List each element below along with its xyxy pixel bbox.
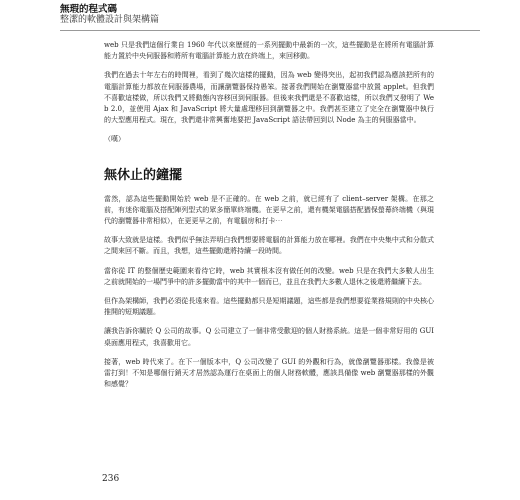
body-paragraph: 當然，認為這些擺動開始於 web 是不正確的。在 web 之前，就已經有了 client–server 架構。在那之前，有迷你電腦及搭配陣列型式的眾多簡單終端機。在更早之前，還有機架電腦搭配猶保螢幕終端機（與現代的瀏覽器非常相似），在更更早之前，有電腦房和打卡⋯ <box>104 194 434 226</box>
page-body <box>104 40 434 398</box>
header-divider <box>60 30 480 31</box>
running-header <box>60 4 480 26</box>
body-paragraph: （嘆） <box>104 135 125 144</box>
body-paragraph: 故事大致就是這樣。我們似乎無法弄明白我們想要將電腦的計算能力放在哪裡。我們在中央集中式和分散式之間來回不斷。而且，我想，這些擺動還將持續一段時間。 <box>104 236 434 256</box>
body-paragraph: web 只是我們這個行業自 1960 年代以來歷經的一系列擺動中最新的一次，這些擺動是在將所有電腦計算能力置於中央伺服器和將所有電腦計算能力放在終端上，來回移動。 <box>104 41 434 61</box>
body-paragraph: 當你從 IT 的整個歷史範圍來看待它時，web 其實根本沒有做任何的改變。web 只是在我們大多數人出生之前就開始的一場鬥爭中的許多擺動當中的其中一個而已，並且在我們大多數人退休之後還將繼續下去。 <box>104 266 434 286</box>
section-heading: 無休止的鐘擺 <box>104 167 183 183</box>
book-title: 無瑕的程式碼 <box>60 4 118 15</box>
body-paragraph: 讓我告訴你關於 Q 公司的故事。Q 公司建立了一個非常受歡迎的個人財務系統。這是一個非常好用的 GUI 桌面應用程式，我喜歡用它。 <box>104 327 434 347</box>
page-number: 236 <box>102 474 120 484</box>
body-paragraph: 我們在過去十年左右的時間裡，看到了幾次這樣的擺動，因為 web 變得突出，起初我們認為應該把所有的電腦計算能力都放在伺服器農場，而讓瀏覽器保持愚笨。接著我們開始在瀏覽器當中放置 applet。但我們不喜歡這樣做，所以我們又將動態內容移回到伺服器。但後來我們還是不喜歡這樣，所以我們又發明了 Web 2.0，並使用 Ajax 和 JavaScript 將大量處理移回到瀏覽器之中。我們甚至建立了完全在瀏覽器中執行的大型應用程式。現在，我們還非常興奮地要把 JavaScript 語法帶回到以 Node 為主的伺服器當中。 <box>104 71 434 125</box>
body-paragraph: 接著，web 時代來了。在下一個版本中，Q 公司改變了 GUI 的外觀和行為，就像瀏覽器那樣。我像是被雷打到！不知是哪個行銷天才居然認為運行在桌面上的個人財務軟體，應該具備像 web 瀏覽器那樣的外觀和感覺？ <box>104 357 434 389</box>
body-paragraph: 但作為架構師，我們必須從長遠來看。這些擺動都只是短期議題，這些都是我們想要從業務規則的中央核心推開的短期議題。 <box>104 297 434 317</box>
book-subtitle: 整潔的軟體設計與架構篇 <box>60 15 160 25</box>
